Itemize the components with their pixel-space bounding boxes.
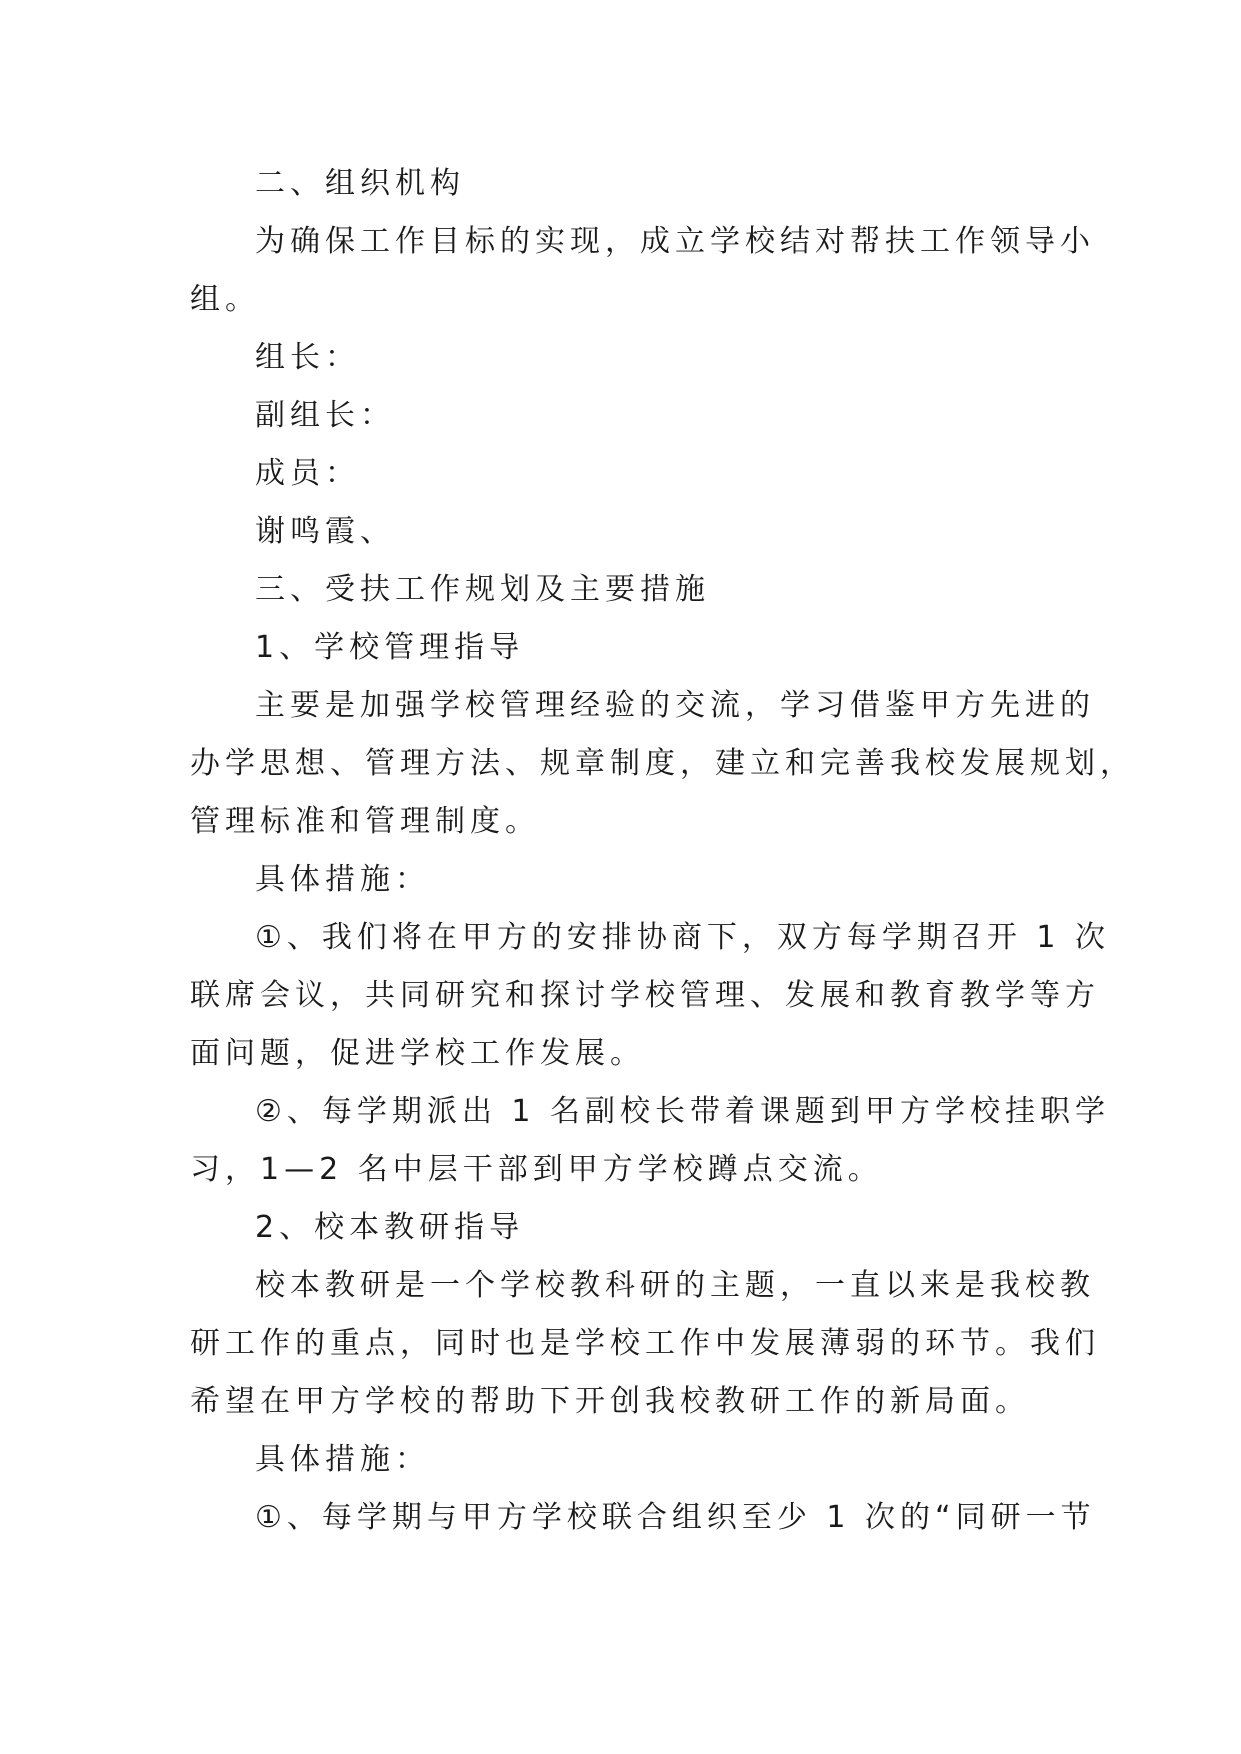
section-heading: 二、组织机构 <box>255 166 465 201</box>
paragraph-line: 研工作的重点，同时也是学校工作中发展薄弱的环节。我们 <box>190 1326 1100 1361</box>
paragraph-line: 习，1—2 名中层干部到甲方学校蹲点交流。 <box>190 1152 883 1187</box>
leader-label: 组长： <box>255 340 360 375</box>
paragraph-line: 校本教研是一个学校教科研的主题，一直以来是我校教 <box>255 1268 1095 1303</box>
paragraph-line: 希望在甲方学校的帮助下开创我校教研工作的新局面。 <box>190 1384 1030 1419</box>
paragraph-line: 为确保工作目标的实现，成立学校结对帮扶工作领导小 <box>255 224 1095 259</box>
paragraph-line: 主要是加强学校管理经验的交流，学习借鉴甲方先进的 <box>255 688 1095 723</box>
paragraph-line: 面问题，促进学校工作发展。 <box>190 1036 645 1071</box>
measures-label: 具体措施： <box>255 862 430 897</box>
subsection-heading: 1、学校管理指导 <box>255 630 525 665</box>
paragraph-line: 联席会议，共同研究和探讨学校管理、发展和教育教学等方 <box>190 978 1100 1013</box>
deputy-leader-label: 副组长： <box>255 398 395 433</box>
section-heading: 三、受扶工作规划及主要措施 <box>255 572 710 607</box>
paragraph-line: ①、每学期与甲方学校联合组织至少 1 次的“同研一节 <box>255 1500 1096 1535</box>
paragraph-line: 管理标准和管理制度。 <box>190 804 540 839</box>
subsection-heading: 2、校本教研指导 <box>255 1210 525 1245</box>
paragraph-line: 办学思想、管理方法、规章制度，建立和完善我校发展规划， <box>190 746 1135 781</box>
paragraph-line: 组。 <box>190 282 260 317</box>
member-name: 谢鸣霞、 <box>255 514 395 549</box>
measures-label: 具体措施： <box>255 1442 430 1477</box>
members-label: 成员： <box>255 456 360 491</box>
document-body <box>190 155 1135 1547</box>
paragraph-line: ②、每学期派出 1 名副校长带着课题到甲方学校挂职学 <box>255 1094 1111 1129</box>
paragraph-line: ①、我们将在甲方的安排协商下，双方每学期召开 1 次 <box>255 920 1111 955</box>
